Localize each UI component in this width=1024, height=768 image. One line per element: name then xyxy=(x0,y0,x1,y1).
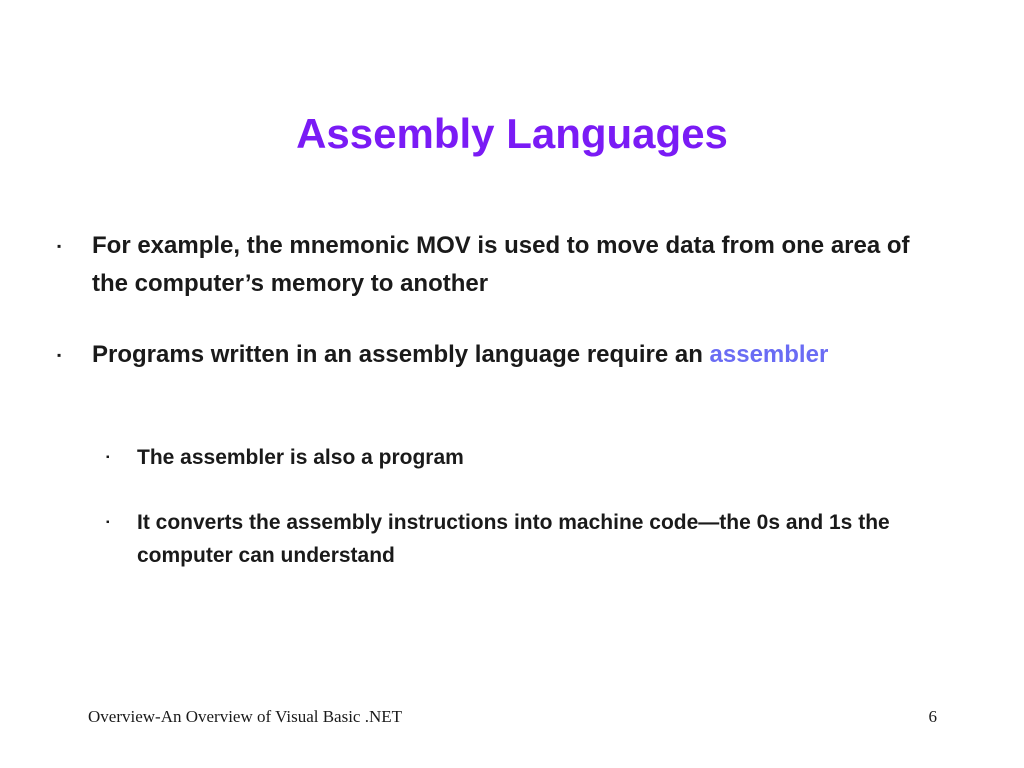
footer-page-number: 6 xyxy=(928,707,937,726)
highlighted-term-assembler: assembler xyxy=(709,341,829,368)
bullet-marker-icon: ▪ xyxy=(57,348,62,362)
bullet-text-lead: Programs written in an assembly language require an xyxy=(92,341,710,368)
subbullet-text: It converts the assembly instructions into machine code—the 0s and 1s the computer can understand xyxy=(137,511,890,567)
subbullet-text: The assembler is also a program xyxy=(137,446,464,469)
bullet-text: For example, the mnemonic MOV is used to move data from one area of the computer’s memory to another xyxy=(92,232,910,297)
bullet-mov-example xyxy=(57,227,917,303)
footer-course-title: Overview-An Overview of Visual Basic .NET xyxy=(88,707,403,726)
slide-title: Assembly Languages xyxy=(296,110,728,157)
subbullet-assembler-is-program xyxy=(106,441,926,474)
subbullet-marker-icon: ▪ xyxy=(106,452,110,463)
subbullet-marker-icon: ▪ xyxy=(106,517,110,528)
bullet-text xyxy=(92,336,917,374)
subbullet-machine-code xyxy=(106,506,926,572)
bullet-marker-icon: ▪ xyxy=(57,239,62,253)
bullet-assembler-requirement xyxy=(57,336,917,374)
